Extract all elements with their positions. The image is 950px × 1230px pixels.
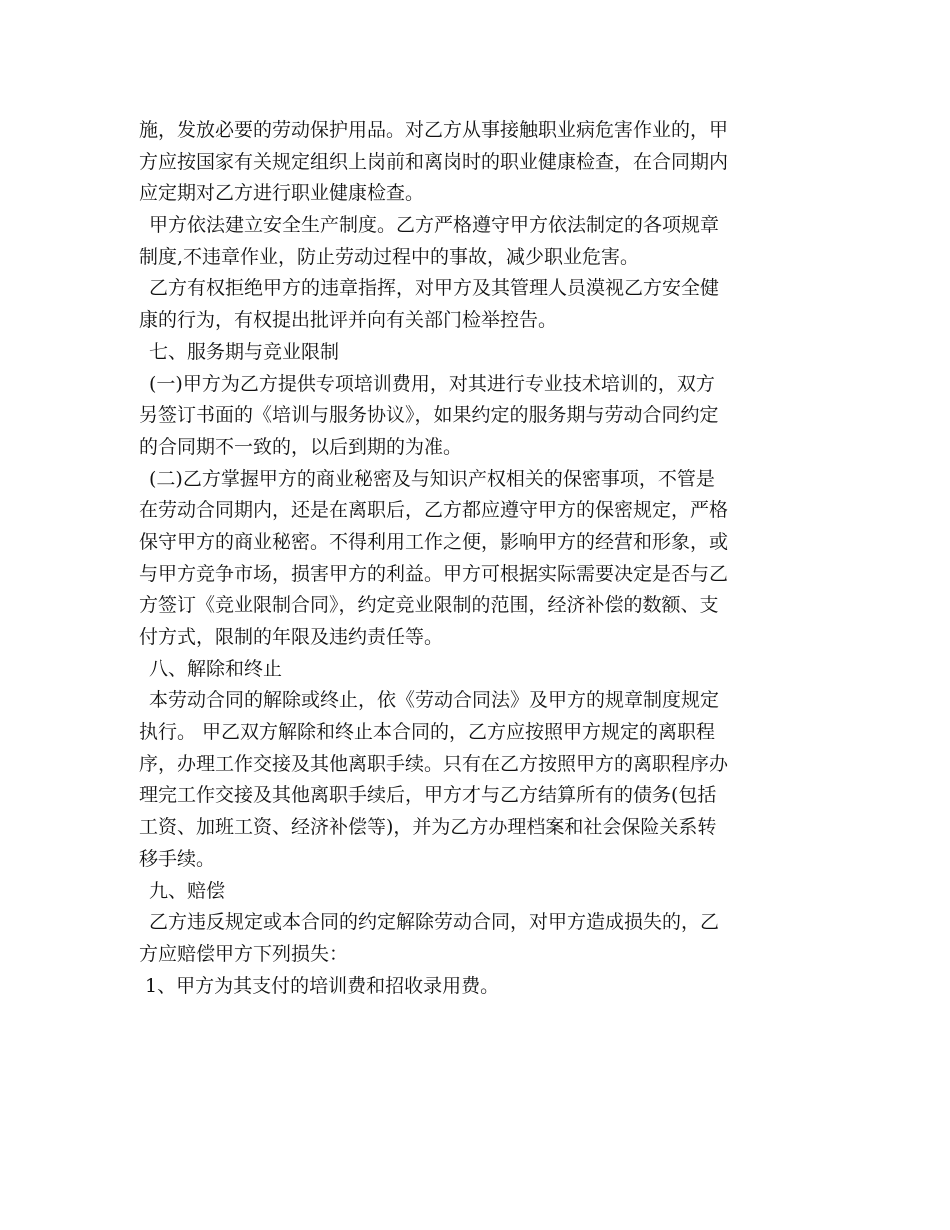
section-heading: 九、赔偿 <box>149 879 226 902</box>
body-line: 本劳动合同的解除或终止，依《劳动合同法》及甲方的规章制度规定 <box>149 689 720 712</box>
body-line: 乙方有权拒绝甲方的违章指挥，对甲方及其管理人员漠视乙方安全健 <box>149 277 720 300</box>
body-line: 方应按国家有关规定组织上岗前和离岗时的职业健康检查，在合同期内 <box>139 150 729 173</box>
body-line: 与甲方竞争市场，损害甲方的利益。甲方可根据实际需要决定是否与乙 <box>139 562 729 585</box>
body-line: 序，办理工作交接及其他离职手续。只有在乙方按照甲方的离职程序办 <box>139 752 729 775</box>
body-line: 付方式，限制的年限及违约责任等。 <box>139 626 444 648</box>
body-line: (二)乙方掌握甲方的商业秘密及与知识产权相关的保密事项，不管是 <box>149 467 715 490</box>
body-line: 另签订书面的《培训与服务协议》，如果约定的服务期与劳动合同约定 <box>139 404 719 427</box>
body-line: (一)甲方为乙方提供专项培训费用，对其进行专业技术培训的，双方 <box>149 372 715 395</box>
body-line: 方应赔偿甲方下列损失： <box>139 942 349 965</box>
body-line: 理完工作交接及其他离职手续后，甲方才与乙方结算所有的债务(包括 <box>139 784 717 807</box>
list-item: 1、甲方为其支付的培训费和招收录用费。 <box>145 974 500 997</box>
section-heading: 八、解除和终止 <box>149 657 283 680</box>
body-line: 移手续。 <box>139 847 216 870</box>
body-line: 应定期对乙方进行职业健康检查。 <box>139 182 425 205</box>
body-line: 执行。 甲乙双方解除和终止本合同的，乙方应按照甲方规定的离职程 <box>139 721 716 744</box>
body-line: 保守甲方的商业秘密。不得利用工作之便，影响甲方的经营和形象，或 <box>139 530 729 553</box>
body-line: 乙方违反规定或本合同的约定解除劳动合同，对甲方造成损失的，乙 <box>149 911 720 934</box>
body-line: 方签订《竞业限制合同》，约定竞业限制的范围，经济补偿的数额、支 <box>139 594 719 617</box>
body-line: 甲方依法建立安全生产制度。乙方严格遵守甲方依法制定的各项规章 <box>149 214 720 237</box>
body-line: 康的行为，有权提出批评并向有关部门检举控告。 <box>139 309 558 332</box>
body-line: 的合同期不一致的，以后到期的为准。 <box>139 435 463 458</box>
section-heading: 七、服务期与竞业限制 <box>149 340 340 363</box>
body-line: 制度,不违章作业，防止劳动过程中的事故，减少职业危害。 <box>139 245 640 268</box>
body-line: 施，发放必要的劳动保护用品。对乙方从事接触职业病危害作业的，甲 <box>139 119 729 141</box>
body-line: 在劳动合同期内，还是在离职后，乙方都应遵守甲方的保密规定，严格 <box>139 499 729 522</box>
document-body <box>139 115 815 1002</box>
body-line: 工资、加班工资、经济补偿等)，并为乙方办理档案和社会保险关系转 <box>139 816 717 839</box>
